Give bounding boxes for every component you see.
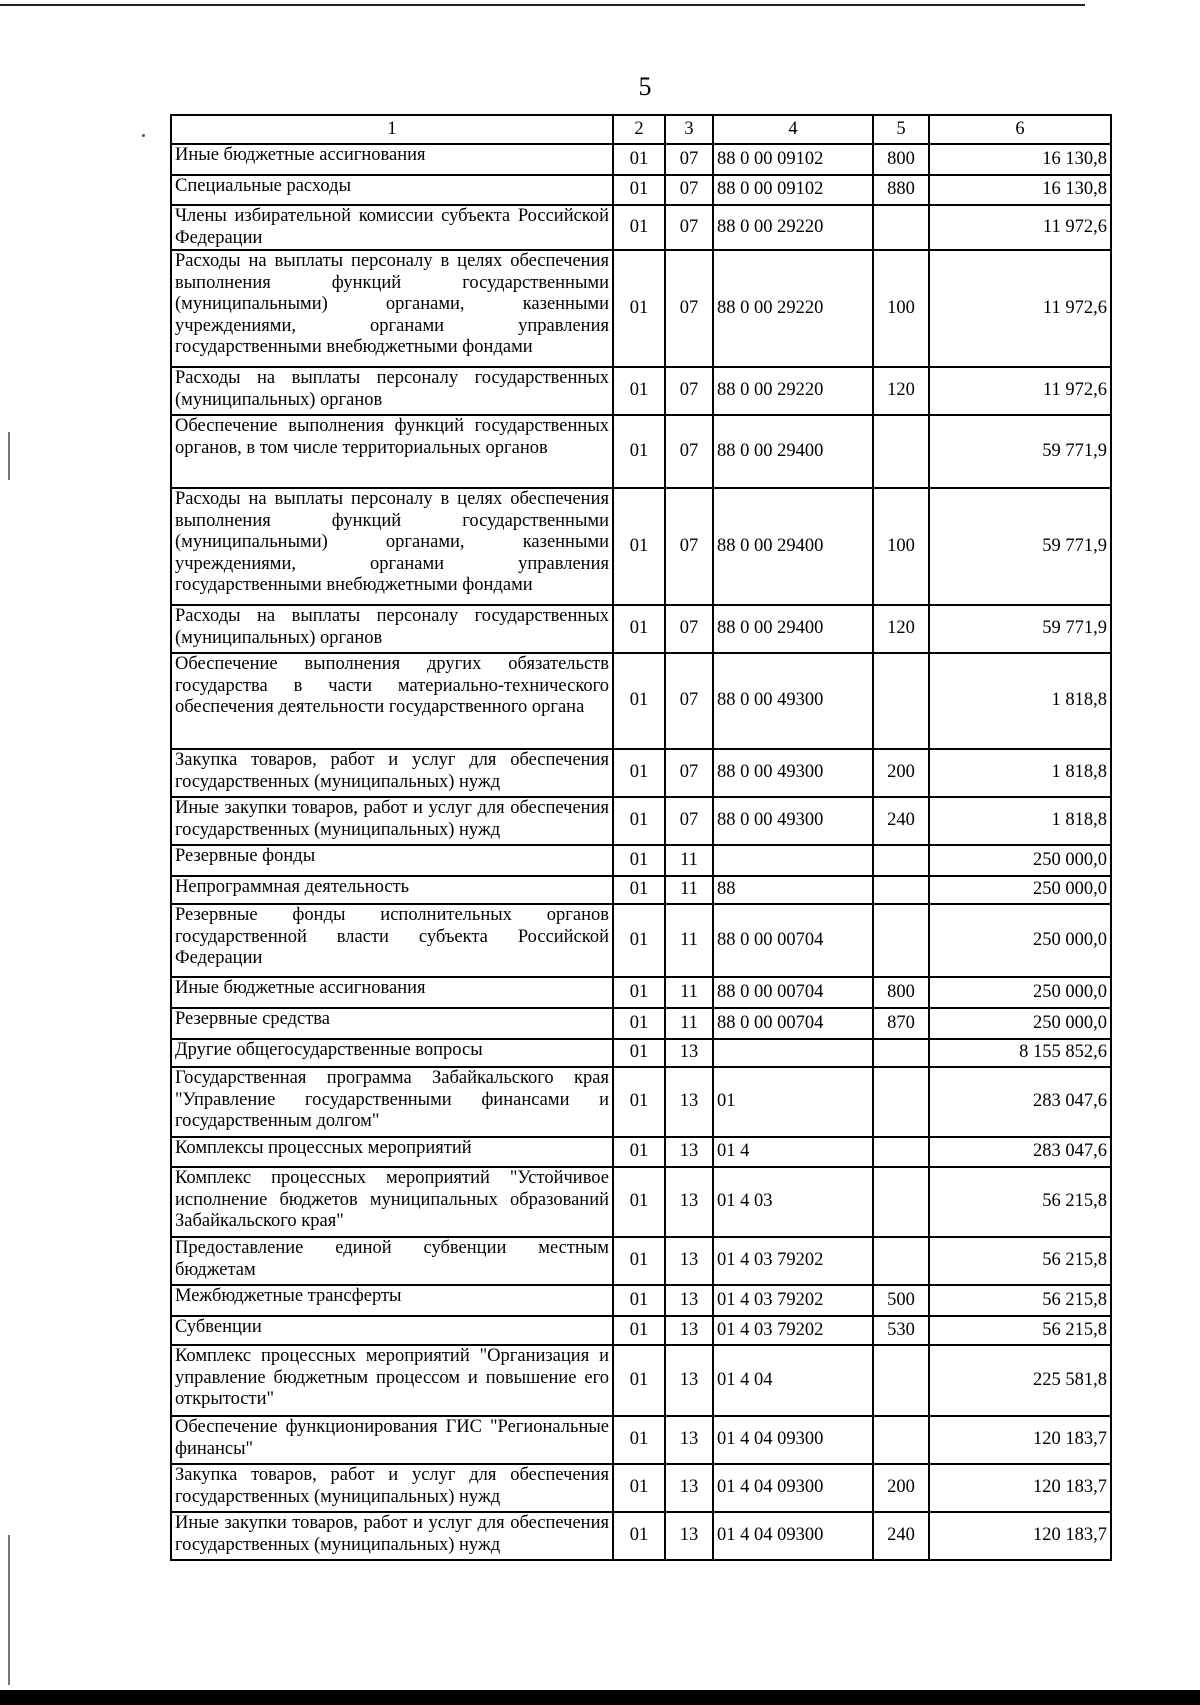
row-name: Обеспечение выполнения функций государственных органов, в том числе территориальных органов <box>171 415 613 488</box>
table-row <box>171 205 1111 250</box>
column-header: 1 <box>171 115 613 144</box>
expense-type-code: 240 <box>873 797 929 845</box>
amount: 56 215,8 <box>929 1237 1111 1285</box>
target-article-code: 88 0 00 29400 <box>713 488 873 605</box>
amount: 1 818,8 <box>929 797 1111 845</box>
table-row <box>171 1416 1111 1464</box>
row-name: Иные закупки товаров, работ и услуг для обеспечения государственных (муниципальных) нужд <box>171 797 613 845</box>
amount: 16 130,8 <box>929 175 1111 205</box>
expense-type-code <box>873 845 929 876</box>
subsection-code: 07 <box>665 605 713 653</box>
section-code: 01 <box>613 749 665 797</box>
table-row <box>171 605 1111 653</box>
column-header: 3 <box>665 115 713 144</box>
section-code: 01 <box>613 845 665 876</box>
expense-type-code <box>873 1345 929 1416</box>
subsection-code: 13 <box>665 1039 713 1067</box>
amount: 120 183,7 <box>929 1464 1111 1512</box>
expense-type-code <box>873 904 929 977</box>
expense-type-code <box>873 1039 929 1067</box>
row-name: Расходы на выплаты персоналу в целях обеспечения выполнения функций государственными (муниципальными) органами, казенными учреждениями, органами управления государственными внебюджетными фондами <box>171 488 613 605</box>
subsection-code: 11 <box>665 977 713 1008</box>
section-code: 01 <box>613 488 665 605</box>
left-margin-mark <box>8 1535 10 1685</box>
section-code: 01 <box>613 367 665 415</box>
section-code: 01 <box>613 1316 665 1345</box>
section-code: 01 <box>613 1067 665 1137</box>
amount: 1 818,8 <box>929 749 1111 797</box>
table-row <box>171 1237 1111 1285</box>
row-name: Непрограммная деятельность <box>171 876 613 904</box>
section-code: 01 <box>613 1008 665 1039</box>
section-code: 01 <box>613 205 665 250</box>
target-article-code: 88 <box>713 876 873 904</box>
target-article-code: 01 4 04 09300 <box>713 1512 873 1560</box>
target-article-code: 88 0 00 29220 <box>713 367 873 415</box>
target-article-code: 88 0 00 49300 <box>713 653 873 749</box>
table-row <box>171 367 1111 415</box>
subsection-code: 07 <box>665 415 713 488</box>
target-article-code: 88 0 00 00704 <box>713 977 873 1008</box>
amount: 11 972,6 <box>929 250 1111 367</box>
target-article-code: 01 4 03 79202 <box>713 1285 873 1316</box>
section-code: 01 <box>613 1237 665 1285</box>
amount: 283 047,6 <box>929 1067 1111 1137</box>
expense-type-code: 200 <box>873 749 929 797</box>
amount: 8 155 852,6 <box>929 1039 1111 1067</box>
column-header: 6 <box>929 115 1111 144</box>
row-name: Обеспечение выполнения других обязательств государства в части материально-технического обеспечения деятельности государственного органа <box>171 653 613 749</box>
row-name: Расходы на выплаты персоналу государственных (муниципальных) органов <box>171 367 613 415</box>
subsection-code: 13 <box>665 1416 713 1464</box>
target-article-code: 88 0 00 09102 <box>713 144 873 175</box>
table-row <box>171 1285 1111 1316</box>
amount: 11 972,6 <box>929 367 1111 415</box>
expense-type-code <box>873 1067 929 1137</box>
section-code: 01 <box>613 1039 665 1067</box>
section-code: 01 <box>613 144 665 175</box>
subsection-code: 13 <box>665 1167 713 1237</box>
expense-type-code: 200 <box>873 1464 929 1512</box>
table-row <box>171 250 1111 367</box>
row-name: Иные бюджетные ассигнования <box>171 144 613 175</box>
row-name: Обеспечение функционирования ГИС "Региональные финансы" <box>171 1416 613 1464</box>
target-article-code: 88 0 00 29400 <box>713 605 873 653</box>
row-name: Комплекс процессных мероприятий "Организация и управление бюджетным процессом и повышение его открытости" <box>171 1345 613 1416</box>
amount: 250 000,0 <box>929 876 1111 904</box>
amount: 1 818,8 <box>929 653 1111 749</box>
section-code: 01 <box>613 1345 665 1416</box>
expense-type-code: 240 <box>873 1512 929 1560</box>
amount: 56 215,8 <box>929 1316 1111 1345</box>
target-article-code: 01 4 <box>713 1137 873 1167</box>
amount: 59 771,9 <box>929 605 1111 653</box>
table-row <box>171 1316 1111 1345</box>
row-name: Комплекс процессных мероприятий "Устойчивое исполнение бюджетов муниципальных образований Забайкальского края" <box>171 1167 613 1237</box>
amount: 59 771,9 <box>929 415 1111 488</box>
expense-type-code: 100 <box>873 488 929 605</box>
expense-type-code <box>873 876 929 904</box>
target-article-code: 88 0 00 49300 <box>713 749 873 797</box>
amount: 250 000,0 <box>929 1008 1111 1039</box>
amount: 225 581,8 <box>929 1345 1111 1416</box>
subsection-code: 13 <box>665 1316 713 1345</box>
subsection-code: 11 <box>665 1008 713 1039</box>
section-code: 01 <box>613 1464 665 1512</box>
target-article-code: 01 4 03 79202 <box>713 1316 873 1345</box>
target-article-code: 88 0 00 29400 <box>713 415 873 488</box>
target-article-code: 01 4 03 <box>713 1167 873 1237</box>
table-row <box>171 1039 1111 1067</box>
row-name: Иные бюджетные ассигнования <box>171 977 613 1008</box>
row-name: Резервные средства <box>171 1008 613 1039</box>
target-article-code: 01 4 03 79202 <box>713 1237 873 1285</box>
subsection-code: 07 <box>665 653 713 749</box>
table-row <box>171 1137 1111 1167</box>
table-row <box>171 144 1111 175</box>
target-article-code <box>713 845 873 876</box>
section-code: 01 <box>613 653 665 749</box>
expense-type-code: 800 <box>873 977 929 1008</box>
expense-type-code <box>873 205 929 250</box>
section-code: 01 <box>613 250 665 367</box>
expense-type-code: 120 <box>873 367 929 415</box>
subsection-code: 11 <box>665 845 713 876</box>
left-margin-mark <box>8 432 10 480</box>
section-code: 01 <box>613 977 665 1008</box>
subsection-code: 07 <box>665 797 713 845</box>
target-article-code: 88 0 00 09102 <box>713 175 873 205</box>
target-article-code: 01 4 04 09300 <box>713 1416 873 1464</box>
amount: 250 000,0 <box>929 904 1111 977</box>
amount: 59 771,9 <box>929 488 1111 605</box>
subsection-code: 07 <box>665 488 713 605</box>
column-header: 5 <box>873 115 929 144</box>
table-row <box>171 653 1111 749</box>
target-article-code: 88 0 00 00704 <box>713 904 873 977</box>
row-name: Государственная программа Забайкальского края "Управление государственными финансами и государственным долгом" <box>171 1067 613 1137</box>
budget-table <box>170 114 1112 1561</box>
expense-type-code <box>873 1167 929 1237</box>
table-row <box>171 845 1111 876</box>
table-row <box>171 977 1111 1008</box>
expense-type-code: 100 <box>873 250 929 367</box>
target-article-code: 01 4 04 09300 <box>713 1464 873 1512</box>
target-article-code: 01 <box>713 1067 873 1137</box>
expense-type-code <box>873 653 929 749</box>
bottom-border-line <box>0 1690 1200 1705</box>
section-code: 01 <box>613 1285 665 1316</box>
column-header: 4 <box>713 115 873 144</box>
subsection-code: 11 <box>665 904 713 977</box>
row-name: Резервные фонды <box>171 845 613 876</box>
amount: 120 183,7 <box>929 1416 1111 1464</box>
expense-type-code: 530 <box>873 1316 929 1345</box>
section-code: 01 <box>613 175 665 205</box>
subsection-code: 07 <box>665 250 713 367</box>
table-row <box>171 904 1111 977</box>
subsection-code: 13 <box>665 1464 713 1512</box>
section-code: 01 <box>613 605 665 653</box>
subsection-code: 07 <box>665 144 713 175</box>
subsection-code: 13 <box>665 1285 713 1316</box>
row-name: Иные закупки товаров, работ и услуг для обеспечения государственных (муниципальных) нужд <box>171 1512 613 1560</box>
top-border-line <box>0 4 1085 6</box>
subsection-code: 13 <box>665 1512 713 1560</box>
expense-type-code <box>873 1416 929 1464</box>
table-row <box>171 415 1111 488</box>
subsection-code: 13 <box>665 1067 713 1137</box>
expense-type-code: 800 <box>873 144 929 175</box>
subsection-code: 11 <box>665 876 713 904</box>
amount: 283 047,6 <box>929 1137 1111 1167</box>
expense-type-code: 870 <box>873 1008 929 1039</box>
target-article-code: 88 0 00 00704 <box>713 1008 873 1039</box>
row-name: Расходы на выплаты персоналу в целях обеспечения выполнения функций государственными (муниципальными) органами, казенными учреждениями, органами управления государственными внебюджетными фондами <box>171 250 613 367</box>
expense-type-code <box>873 1137 929 1167</box>
subsection-code: 13 <box>665 1237 713 1285</box>
row-name: Межбюджетные трансферты <box>171 1285 613 1316</box>
row-name: Предоставление единой субвенции местным бюджетам <box>171 1237 613 1285</box>
target-article-code: 88 0 00 29220 <box>713 250 873 367</box>
section-code: 01 <box>613 415 665 488</box>
row-name: Специальные расходы <box>171 175 613 205</box>
section-code: 01 <box>613 1416 665 1464</box>
subsection-code: 07 <box>665 749 713 797</box>
expense-type-code <box>873 415 929 488</box>
expense-type-code <box>873 1237 929 1285</box>
subsection-code: 13 <box>665 1137 713 1167</box>
row-name: Субвенции <box>171 1316 613 1345</box>
amount: 250 000,0 <box>929 845 1111 876</box>
table-row <box>171 749 1111 797</box>
table-row <box>171 1512 1111 1560</box>
table-row <box>171 175 1111 205</box>
row-name: Другие общегосударственные вопросы <box>171 1039 613 1067</box>
row-name: Закупка товаров, работ и услуг для обеспечения государственных (муниципальных) нужд <box>171 749 613 797</box>
table-row <box>171 1008 1111 1039</box>
target-article-code: 01 4 04 <box>713 1345 873 1416</box>
subsection-code: 07 <box>665 205 713 250</box>
expense-type-code: 120 <box>873 605 929 653</box>
row-name: Резервные фонды исполнительных органов государственной власти субъекта Российской Федерации <box>171 904 613 977</box>
table-row <box>171 797 1111 845</box>
table-row <box>171 876 1111 904</box>
amount: 56 215,8 <box>929 1285 1111 1316</box>
amount: 250 000,0 <box>929 977 1111 1008</box>
amount: 56 215,8 <box>929 1167 1111 1237</box>
section-code: 01 <box>613 1167 665 1237</box>
column-header: 2 <box>613 115 665 144</box>
section-code: 01 <box>613 797 665 845</box>
row-name: Расходы на выплаты персоналу государственных (муниципальных) органов <box>171 605 613 653</box>
row-name: Закупка товаров, работ и услуг для обеспечения государственных (муниципальных) нужд <box>171 1464 613 1512</box>
amount: 120 183,7 <box>929 1512 1111 1560</box>
table-row <box>171 1067 1111 1137</box>
subsection-code: 07 <box>665 367 713 415</box>
amount: 16 130,8 <box>929 144 1111 175</box>
section-code: 01 <box>613 876 665 904</box>
subsection-code: 07 <box>665 175 713 205</box>
table-row <box>171 488 1111 605</box>
table-row <box>171 1464 1111 1512</box>
table-row <box>171 1167 1111 1237</box>
table-header-row <box>171 115 1111 144</box>
amount: 11 972,6 <box>929 205 1111 250</box>
expense-type-code: 500 <box>873 1285 929 1316</box>
row-name: Комплексы процессных мероприятий <box>171 1137 613 1167</box>
table-row <box>171 1345 1111 1416</box>
target-article-code <box>713 1039 873 1067</box>
page-number: 5 <box>638 72 652 101</box>
subsection-code: 13 <box>665 1345 713 1416</box>
target-article-code: 88 0 00 29220 <box>713 205 873 250</box>
row-name: Члены избирательной комиссии субъекта Российской Федерации <box>171 205 613 250</box>
scan-dot <box>142 134 145 137</box>
section-code: 01 <box>613 904 665 977</box>
expense-type-code: 880 <box>873 175 929 205</box>
section-code: 01 <box>613 1137 665 1167</box>
target-article-code: 88 0 00 49300 <box>713 797 873 845</box>
section-code: 01 <box>613 1512 665 1560</box>
